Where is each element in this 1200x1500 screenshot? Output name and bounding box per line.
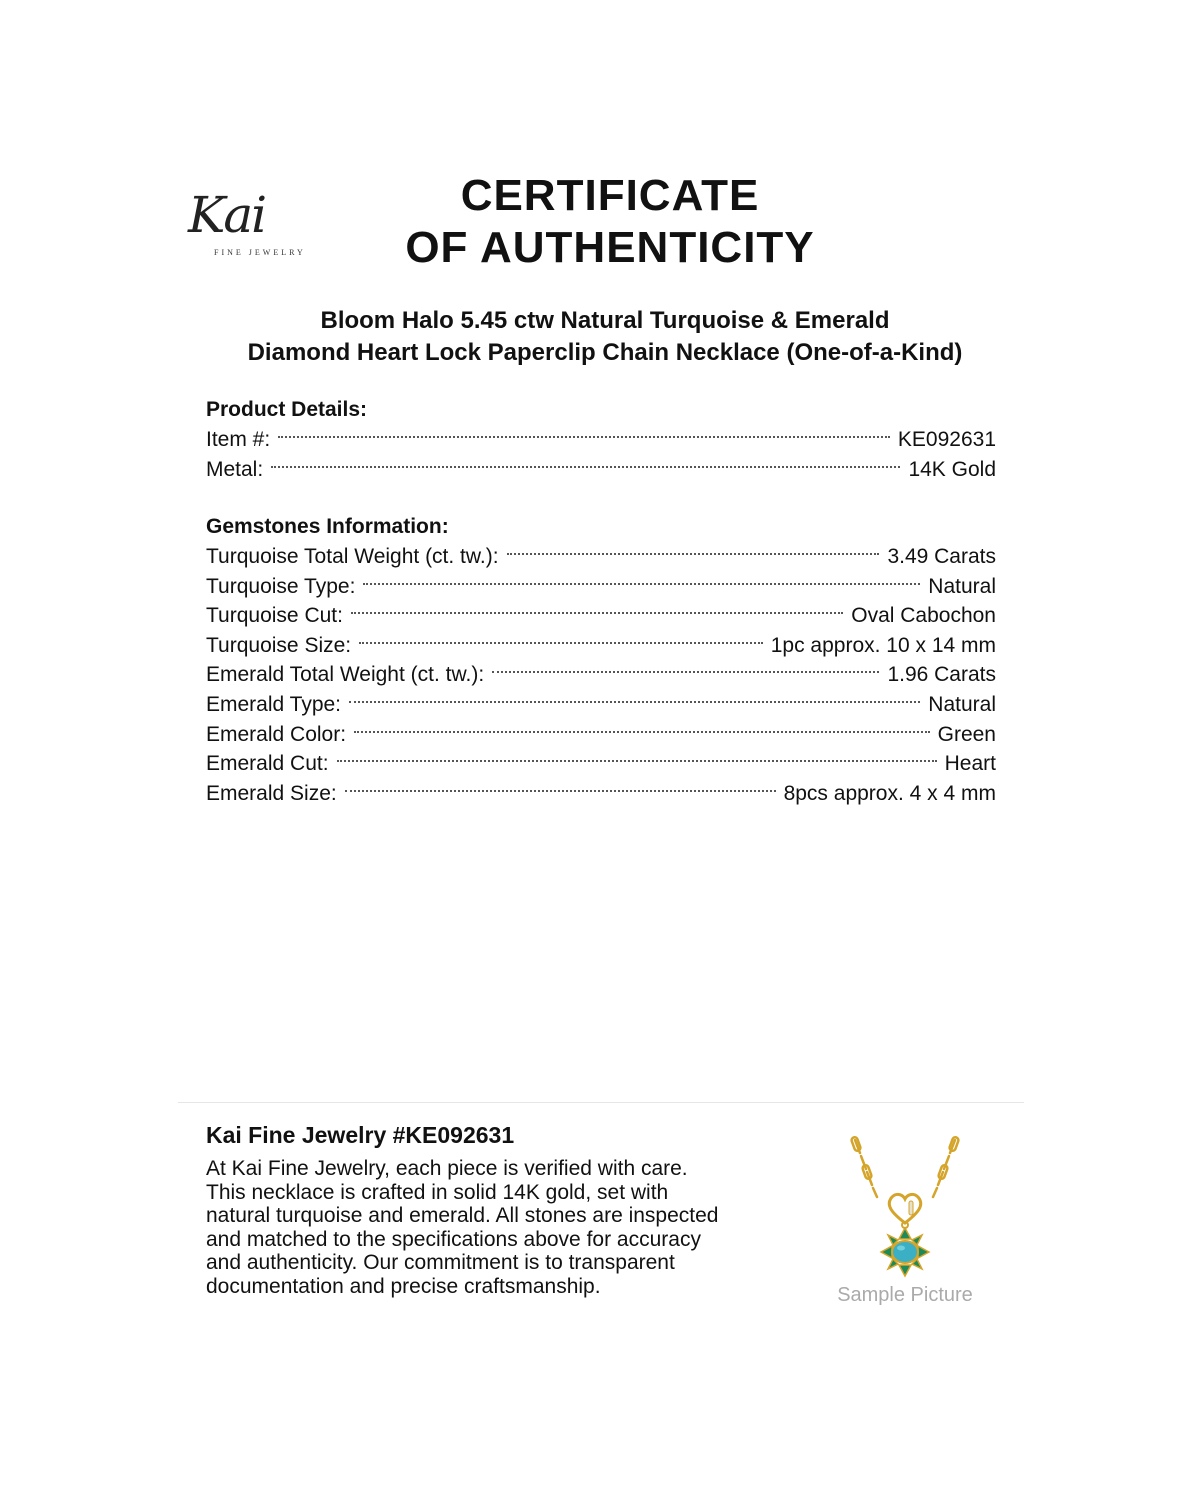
logo-script: Kai bbox=[188, 186, 266, 244]
gem-value: Natural bbox=[928, 692, 996, 716]
sample-picture-caption: Sample Picture bbox=[837, 1284, 973, 1306]
necklace-sample-image bbox=[840, 1135, 970, 1280]
logo-subtitle: FINE JEWELRY bbox=[214, 248, 306, 257]
gem-value: Heart bbox=[944, 752, 996, 776]
product-details-section bbox=[206, 395, 996, 484]
gem-row bbox=[206, 601, 996, 631]
dot-leader bbox=[337, 760, 937, 762]
detail-row bbox=[206, 455, 996, 485]
footer-line: This necklace is crafted in solid 14K gold, set with bbox=[206, 1180, 669, 1204]
gem-value: Green bbox=[937, 722, 996, 746]
gem-row bbox=[206, 631, 996, 661]
footer-line: At Kai Fine Jewelry, each piece is verified with care. bbox=[206, 1157, 688, 1180]
detail-value: KE092631 bbox=[897, 428, 996, 451]
certificate-title bbox=[360, 170, 860, 274]
gem-row bbox=[206, 542, 996, 572]
detail-row bbox=[206, 425, 996, 455]
footer-line: and authenticity. Our commitment is to transparent bbox=[206, 1251, 675, 1274]
dot-leader bbox=[359, 642, 763, 644]
product-details-heading: Product Details: bbox=[206, 398, 368, 421]
footer-description bbox=[206, 1157, 806, 1298]
dot-leader bbox=[349, 701, 920, 703]
dot-leader bbox=[363, 583, 920, 585]
gem-row bbox=[206, 572, 996, 602]
gem-label: Turquoise Size: bbox=[206, 633, 352, 657]
gem-row bbox=[206, 690, 996, 720]
dot-leader bbox=[354, 731, 930, 733]
gem-value: 8pcs approx. 4 x 4 mm bbox=[783, 781, 996, 805]
gem-label: Emerald Color: bbox=[206, 722, 347, 746]
product-name-line-1: Bloom Halo 5.45 ctw Natural Turquoise & Emerald bbox=[320, 307, 890, 334]
detail-label: Metal: bbox=[206, 457, 264, 481]
title-line-1: CERTIFICATE bbox=[460, 171, 760, 220]
product-name bbox=[160, 305, 1050, 369]
gem-label: Emerald Cut: bbox=[206, 752, 329, 776]
footer-title: Kai Fine Jewelry #KE092631 bbox=[206, 1122, 515, 1148]
gem-label: Turquoise Type: bbox=[206, 574, 356, 598]
detail-value: 14K Gold bbox=[908, 457, 996, 481]
gem-label: Emerald Type: bbox=[206, 692, 342, 716]
dot-leader bbox=[271, 466, 900, 468]
brand-logo bbox=[188, 186, 328, 266]
gem-value: 3.49 Carats bbox=[887, 545, 996, 568]
title-line-2: OF AUTHENTICITY bbox=[405, 223, 815, 272]
gem-value: 1pc approx. 10 x 14 mm bbox=[770, 633, 996, 657]
gem-value: Natural bbox=[928, 574, 996, 598]
gem-row bbox=[206, 749, 996, 779]
gem-row bbox=[206, 720, 996, 750]
gem-value: 1.96 Carats bbox=[887, 663, 996, 687]
gem-label: Emerald Size: bbox=[206, 781, 337, 805]
gem-label: Turquoise Total Weight (ct. tw.): bbox=[206, 545, 499, 568]
footer-line: documentation and precise craftsmanship. bbox=[206, 1274, 601, 1298]
gem-row bbox=[206, 779, 996, 809]
dot-leader bbox=[351, 612, 843, 614]
gemstones-heading: Gemstones Information: bbox=[206, 515, 449, 538]
dot-leader bbox=[345, 790, 776, 792]
footer-line: natural turquoise and emerald. All stones are inspected bbox=[206, 1204, 719, 1227]
gemstones-section bbox=[206, 512, 996, 808]
dot-leader bbox=[507, 553, 880, 555]
detail-label: Item #: bbox=[206, 428, 271, 451]
gem-row bbox=[206, 660, 996, 690]
footer-divider bbox=[178, 1102, 1024, 1103]
product-name-line-2: Diamond Heart Lock Paperclip Chain Necklace (One-of-a-Kind) bbox=[247, 339, 963, 366]
gem-label: Emerald Total Weight (ct. tw.): bbox=[206, 663, 485, 687]
dot-leader bbox=[492, 671, 879, 673]
gem-value: Oval Cabochon bbox=[851, 604, 996, 628]
footer-line: and matched to the specifications above for accuracy bbox=[206, 1227, 701, 1251]
gem-label: Turquoise Cut: bbox=[206, 604, 343, 628]
dot-leader bbox=[278, 436, 890, 438]
